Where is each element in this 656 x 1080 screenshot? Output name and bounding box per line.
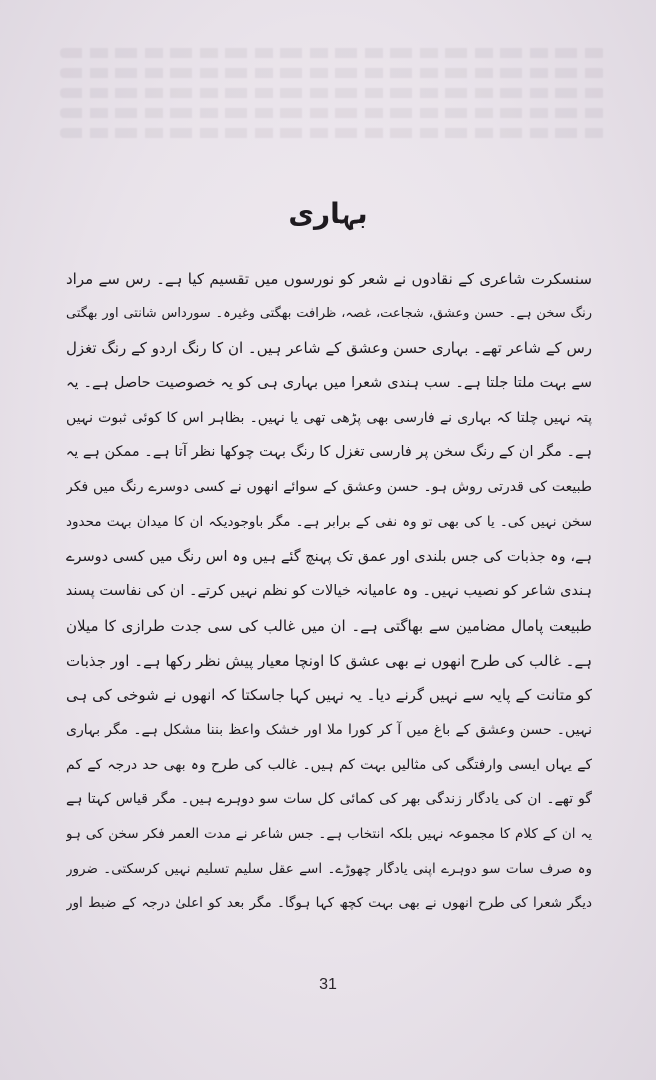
text-line: پتہ نہیں چلتا کہ بہاری نے فارسی بھی پڑھی تھی یا نہیں۔ بظاہر اس کا کوئی ثبوت نہیں — [66, 409, 592, 426]
text-line: رس کے شاعر تھے۔ بہاری حسن وعشق کے شاعر ہیں۔ ان کا رنگ اردو کے رنگ تغزل — [66, 339, 592, 358]
text-line: ہے۔ مگر ان کے رنگ سخن پر فارسی تغزل کا رنگ بہت چوکھا نظر آتا ہے۔ ممکن ہے یہ — [66, 444, 592, 461]
text-line: ہے۔ غالب کی طرح انھوں نے بھی عشق کا اونچا معیار پیش نظر رکھا ہے۔ اور جذبات — [66, 651, 592, 670]
text-line: طبیعت کی قدرتی روش ہو۔ حسن وعشق کے سوائے انھوں نے کسی دوسرے رنگ میں فکر — [66, 479, 592, 496]
text-line: دیگر شعرا کی طرح انھوں نے بھی بہت کچھ کہا ہوگا۔ مگر بعد کو اعلیٰ درجہ کے ضبط اور — [66, 895, 592, 912]
text-line: رنگ سخن ہے۔ حسن وعشق، شجاعت، غصہ، ظرافت بھگتی وغیرہ۔ سورداس شانتی اور بھگتی — [66, 305, 592, 321]
page-number: 31 — [319, 976, 337, 993]
text-line: سے بہت ملتا جلتا ہے۔ سب ہندی شعرا میں بہاری ہی کو یہ خصوصیت حاصل ہے۔ یہ — [66, 375, 592, 392]
text-line: ہندی شاعر کو نصیب نہیں۔ وہ عامیانہ خیالات کو نظم نہیں کرتے۔ ان کی نفاست پسند — [66, 583, 592, 600]
text-line: طبیعت پامال مضامین سے بھاگتی ہے۔ ان میں غالب کی سی جدت طرازی کا میلان — [66, 616, 592, 635]
bleed-through-text — [60, 38, 605, 173]
chapter-title: بہاری — [288, 197, 368, 230]
text-line: وہ صرف سات سو دوہرے اپنی یادگار چھوڑے۔ اسے عقل سلیم تسلیم نہیں کرسکتی۔ ضرور — [66, 860, 592, 877]
body-paragraph — [66, 262, 592, 921]
text-line: ہے، وہ جذبات کی جس بلندی اور عمق تک پہنچ گئے ہیں وہ اس رنگ میں کسی دوسرے — [66, 548, 592, 565]
text-line: یہ ان کے کلام کا مجموعہ نہیں بلکہ انتخاب ہے۔ جس شاعر نے مدت العمر فکر سخن کی ہو — [66, 826, 592, 842]
text-line: سنسکرت شاعری کے نقادوں نے شعر کو نورسوں میں تقسیم کیا ہے۔ رس سے مراد — [66, 270, 592, 288]
text-line: گو تھے۔ ان کی یادگار زندگی بھر کی کمائی کل سات سو دوہرے ہیں۔ مگر قیاس کہتا ہے — [66, 791, 592, 808]
text-line: نہیں۔ حسن وعشق کے باغ میں آ کر کورا ملا اور خشک واعظ بننا مشکل ہے۔ مگر بہاری — [66, 721, 592, 738]
text-line: سخن نہیں کی۔ یا کی بھی تو وہ نفی کے برابر ہے۔ مگر باوجودیکہ ان کا میدان بہت محدود — [66, 513, 592, 530]
text-line: کو متانت کے پایہ سے نہیں گرنے دیا۔ یہ نہیں کہا جاسکتا کہ انھوں نے شوخی کی ہی — [66, 686, 592, 705]
text-line: کے یہاں ایسی وارفتگی کی مثالیں بہت کم ہیں۔ غالب کی طرح وہ بھی حد درجہ کے کم — [66, 756, 592, 773]
